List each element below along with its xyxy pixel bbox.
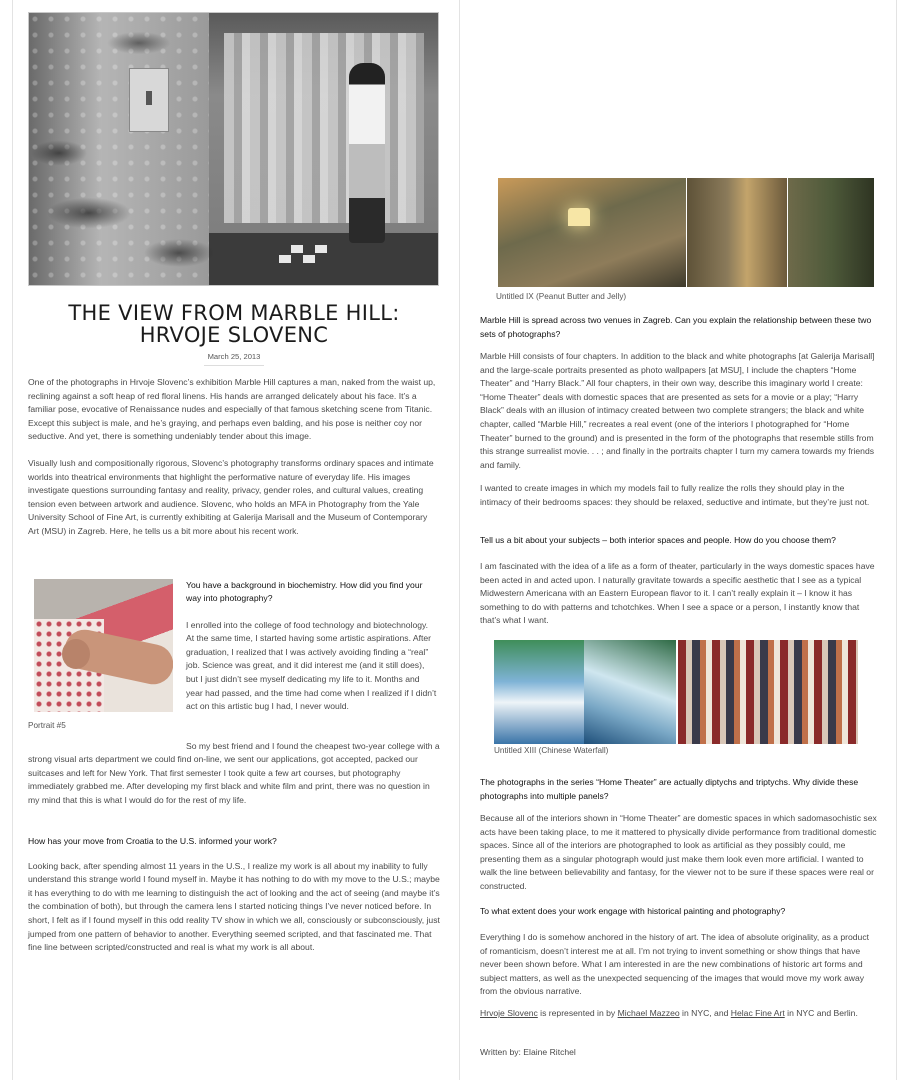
question-5: The photographs in the series “Home Theater” are actually diptychs and triptychs. Why divide these photographs into multiple panels? — [480, 777, 859, 801]
question-2: How has your move from Croatia to the U.S. informed your work? — [28, 835, 277, 846]
gallery-link-mazzeo[interactable]: Michael Mazzeo — [617, 1008, 680, 1018]
question-1: You have a background in biochemistry. How did you find your way into photography? — [186, 579, 423, 604]
answer-8: Everything I do is somehow anchored in the history of art. The idea of absolute originality, as a product of romanticism, doesn’t interest me at all. I’m not trying to invent something or show things that have never been shown before. What I am interested in are the new combinations of historic art forms and subject matters, as well as the unexpected sequencing of the images that would move my work away from the obvious narrative. — [480, 932, 870, 997]
page-border-left — [12, 0, 13, 1080]
lamp-icon — [568, 208, 590, 226]
hero-photo — [28, 12, 439, 286]
answer-3: Looking back, after spending almost 11 years in the U.S., I realize my work is all about my inability to fully understand this strange world I found myself in. Maybe it has nothing to do with my move to the U.S.; maybe it has everything to do with me learning to distinguish the act of looking and the act of seeing (and maybe it’s the combination of both), but through the camera lens I started noticing things I’ve never noticed before. In short, I felt as if I found myself in this odd reality TV show in which we all, consciously or subconsciously, just jumped from one pattern of behavior to another. Everything seemed scripted, and that fascinated me. That fine line between scripted/constructed and real is what my work is all about. — [28, 860, 440, 953]
answer-4: Marble Hill consists of four chapters. In addition to the black and white photographs [at Galerija Marisall] and the large-scale portraits presented as photo wallpapers [at MSU], I include the chapters “Home Theater” and “Harry Black.” All four chapters, in their own way, describe this imaginary world I create: “Home Theater” deals with domestic spaces that are presented as sets for a movie or a play; “Harry Black” deals with an illusion of intimacy created between two complete strangers; the black and white chapter, called “Marble Hill,” recreates a real event (one of the interiors I photographed for “Home Theater” burned to the ground) and is presented in the form of the photographs that resemble stills from this strange surrealist movie. . . ; and finally in the portraits chapter I turn my camera towards my friends and family. — [480, 351, 875, 470]
rep-text-3: in NYC and Berlin. — [784, 1008, 858, 1018]
left-column — [28, 12, 440, 971]
interior-photo — [498, 178, 874, 287]
waterfall-photo — [494, 640, 858, 744]
portrait-photo — [34, 579, 173, 712]
question-4: Tell us a bit about your subjects – both interior spaces and people. How do you choose them? — [480, 535, 836, 545]
article-date: March 25, 2013 — [207, 352, 261, 361]
intro-paragraph-1: One of the photographs in Hrvoje Slovenc’s exhibition Marble Hill captures a man, naked from the waist up, reclining against a soft heap of red floral linens. His hands are arranged delicately about his face. It’s a familiar pose, evocative of Renaissance nudes and especially of that famous sketching scene from Titanic. Except this subject is male, and he’s graying, and perhaps even balding, and his pose is neither coy nor seductive. And yet, there is something undeniably tender about this image. — [28, 377, 436, 442]
gallery-link-helac[interactable]: Helac Fine Art — [730, 1008, 785, 1018]
date-divider — [204, 365, 264, 366]
rep-text-1: is represented in by — [537, 1008, 618, 1018]
representation-paragraph — [480, 1007, 878, 1021]
column-divider — [459, 0, 460, 1080]
question-3: Marble Hill is spread across two venues in Zagreb. Can you explain the relationship between these two sets of photographs? — [480, 315, 872, 339]
answer-6: I am fascinated with the idea of a life as a form of theater, particularly in the ways domestic spaces have been acted in and acted upon. I naturally gravitate towards a specific aesthetic that I see as a typical Midwestern Americana with an Eastern European flavor to it. I can’t really explain it – I know it has something to do with patterns and tchotchkes. When I see a space or a person, I instantly know that that’s what I want. — [480, 561, 875, 626]
answer-2: So my best friend and I found the cheapest two-year college with a strong visual arts department we could find on-line, we sent our applications, got accepted, packed our suitcases and left for New York. That first semester I took quite a few art courses, but photography immediately grabbed me. After developing my first black and white film and print, there was no question in my mind that this is what I would do for the rest of my life. — [28, 740, 440, 805]
answer-5: I wanted to create images in which my models fail to fully realize the rolls they should play in the intimacy of their bedrooms spaces: they should be relaxed, seductive and intimate, but they’re just not. — [480, 483, 870, 507]
question-6: To what extent does your work engage with historical painting and photography? — [480, 906, 786, 916]
answer-7: Because all of the interiors shown in “Home Theater” are domestic spaces in which sadomasochistic sex acts have been taking place, to me it mattered to physically divide performance from traditional domestic spaces. Since all of the interiors are photographed to look as artificial as they possibly could, me presenting them as a singular photograph would just make them look even more artificial. I wanted to walk the line between believability and fantasy, for the viewer not to be sure if these spaces were real or constructed. — [480, 813, 877, 891]
page-border-right — [896, 0, 897, 1080]
rep-text-2: in NYC, and — [679, 1008, 731, 1018]
intro-paragraph-2: Visually lush and compositionally rigorous, Slovenc’s photography transforms ordinary spaces and intimate worlds into theatrical environments that highlight the performative nature of everyday life. His images investigate questions surrounding fantasy and reality, privacy, gender roles, and cultural values, creating tension even between artwork and audience. Slovenc, who holds an MFA in Photography from the Yale University School of Fine Art, is currently exhibiting at Galerija Marisall and the Museum of Contemporary Art (MSU) in Zagreb. Here, he tells us a bit more about his recent work. — [28, 457, 434, 536]
article-title: THE VIEW FROM MARBLE HILL: HRVOJE SLOVENC — [68, 301, 400, 347]
answer-1: I enrolled into the college of food technology and biotechnology. At the same time, I started having some artistic aspirations. After graduation, I realized that I was actively avoiding finding a “real” job. Science was great, and it did interest me (and it still does), but I just didn’t see myself dedicating my life to it. Months and year had passed, and the time had come when I realized if I didn’t act on this artistic bug I had, I never would. — [186, 619, 437, 712]
interview-block — [28, 579, 440, 971]
artist-link[interactable]: Hrvoje Slovenc — [480, 1008, 538, 1018]
byline: Written by: Elaine Ritchel — [480, 1047, 576, 1057]
portrait-caption: Portrait #5 — [28, 720, 66, 730]
caption-untitled-xiii: Untitled XIII (Chinese Waterfall) — [494, 746, 609, 755]
caption-untitled-ix: Untitled IX (Peanut Butter and Jelly) — [496, 292, 627, 301]
